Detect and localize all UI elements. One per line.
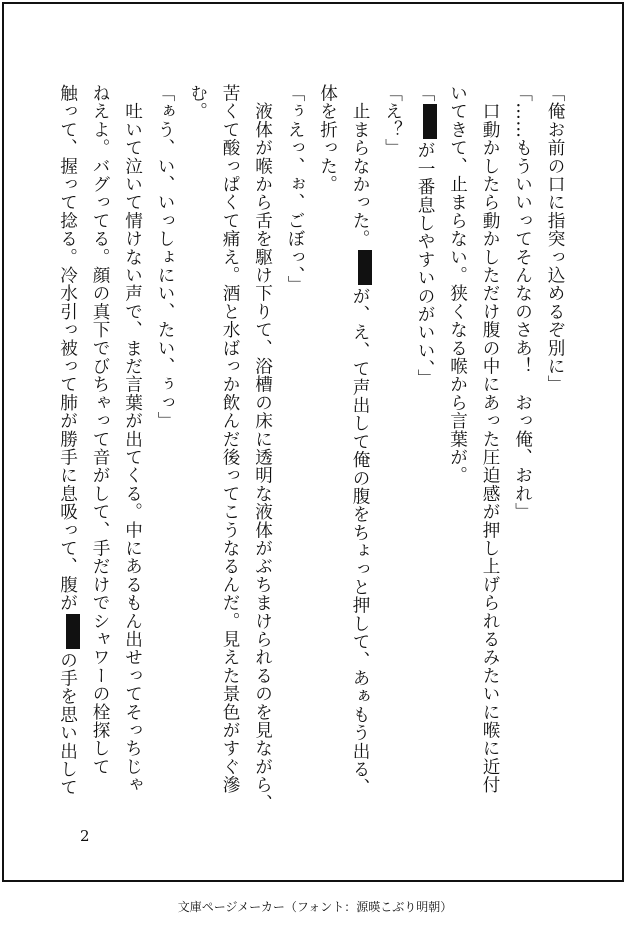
text-run: 止まらなかった。: [350, 84, 370, 248]
text-column: [317, 84, 339, 193]
text-run: いてきて、止まらない。狭くなる喉から言葉が。: [447, 84, 468, 485]
text-column: [122, 84, 144, 794]
text-run: 「え？」: [382, 84, 403, 157]
text-run: 吐いて泣いて情けない声で、まだ言葉が出てくる。中にあるもん出せってそっちじゃ: [122, 84, 143, 794]
text-run: が、え、て声出して俺の腹をちょっと押して、あぁもう出る、: [350, 286, 370, 797]
text-column: [382, 84, 404, 157]
text-run: 苦くて酸っぱくて痛え。酒と水ばっか飲んだ後ってこうなるんだ。見えた景色がすぐ滲: [220, 84, 240, 794]
text-run: 「ぅえっ、ぉ、ごぼっ、」: [285, 84, 305, 294]
text-run: 「: [415, 84, 435, 103]
text-run: ねえよ。バグってる。顔の真下でびちゃって音がして、手だけでシャワーの栓探して: [90, 84, 110, 776]
text-column: [414, 84, 437, 387]
redaction-block: [358, 250, 372, 285]
text-run: 「ぁう、い、いっしょにい、たい、ぅっ」: [155, 84, 175, 430]
text-column: [512, 84, 534, 521]
text-run: む。: [187, 84, 208, 121]
text-run: が一番息しやすいのがいい、」: [415, 141, 435, 388]
text-run: 「俺お前の口に指突っ込めるぞ別に」: [545, 84, 565, 394]
text-column: [89, 84, 111, 776]
text-column: [187, 84, 209, 120]
text-column: [252, 84, 274, 812]
text-column: [447, 84, 469, 484]
text-column: [349, 84, 372, 796]
text-column: [219, 84, 241, 794]
text-run: 触って、握って捻る。冷水引っ被って肺が勝手に息吸って、腹が: [57, 84, 78, 612]
text-run: 体を折った。: [317, 84, 338, 194]
text-run: 口動かしたら動かしただけ腹の中にあった圧迫感が押し上げられるみたいに喉に近付: [480, 84, 500, 794]
text-run: 「……もういいってそんなのさあ！ おっ俺、おれ」: [512, 84, 533, 521]
text-column: [284, 84, 306, 294]
text-column: [479, 84, 501, 794]
text-column: [154, 84, 176, 430]
redaction-block: [66, 614, 80, 649]
text-run: 液体が喉から舌を駆け下りて、浴槽の床に透明な液体がぶちまけられるのを見ながら、: [252, 84, 273, 812]
text-run: の手を思い出して: [57, 650, 78, 797]
redaction-block: [423, 104, 437, 139]
text-column: [544, 84, 566, 393]
text-column: [57, 84, 80, 796]
page-number: 2: [80, 827, 90, 845]
generator-footer: 文庫ページメーカー（フォント：源暎こぶり明朝）: [177, 900, 453, 914]
book-page: [2, 2, 624, 882]
